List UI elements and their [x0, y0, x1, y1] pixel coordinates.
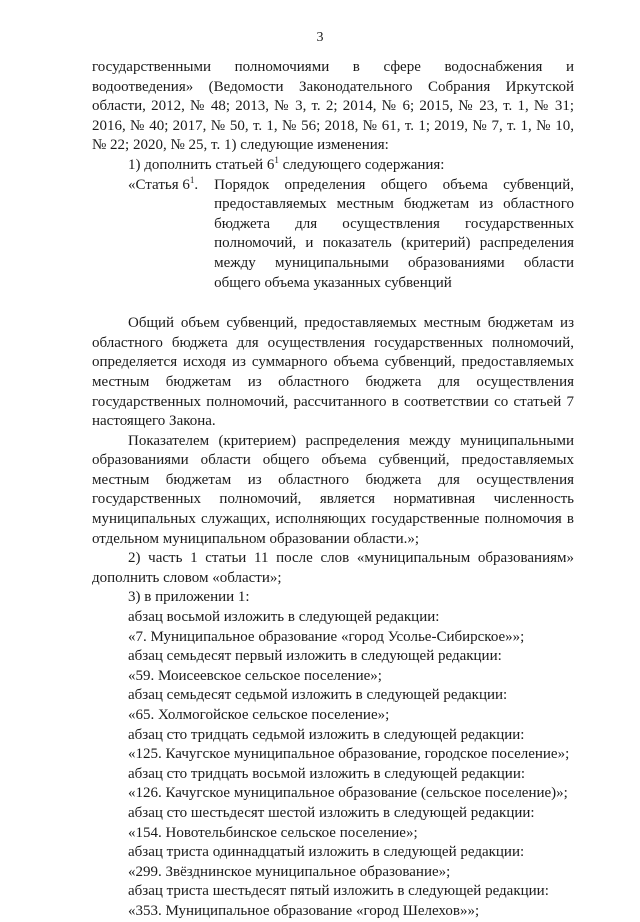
amendment-line: «65. Холмогойское сельское поселение»; — [128, 707, 390, 723]
article-label — [128, 176, 204, 294]
item-1-text-end: следующего содержания: — [278, 156, 445, 173]
spacer — [92, 293, 574, 314]
amendment-line: «126. Качугское муниципальное образование (сельское поселение)»; — [128, 785, 568, 802]
amendment-line: абзац семьдесят первый изложить в следующей редакции: — [128, 648, 502, 665]
amendment-item-2: 2) часть 1 статьи 11 после слов «муниципальным образованиям» дополнить словом «области»; — [92, 550, 574, 586]
intro-paragraph: государственными полномочиями в сфере водоснабжения и водоотведения» (Ведомости Законодательного Собрания Иркутской области, 2012, № 48; 2013, № 3, т. 2; 2014, № 6; 2015, № 23, т. 1, № 31; 2016, № 40; 2017, № 50, т. 1, № 56; 2018, № 61, т. 1; 2019, № 7, т. 1, № 10, № 22; 2020, № 25, т. 1) следующие изменения: — [92, 59, 574, 154]
page-number: 3 — [316, 30, 324, 45]
amendment-line: абзац сто шестьдесят шестой изложить в следующей редакции: — [128, 804, 535, 821]
amendment-line: «299. Звёзднинское муниципальное образование»; — [128, 863, 451, 880]
amendment-line: абзац триста одиннадцатый изложить в следующей редакции: — [128, 844, 525, 861]
amendment-line: «59. Моисеевское сельское поселение»; — [128, 667, 382, 684]
amendment-line: «353. Муниципальное образование «город Шелехов»»; — [128, 902, 480, 919]
document-body — [92, 58, 574, 922]
amendment-line: абзац сто тридцать восьмой изложить в следующей редакции: — [128, 765, 526, 782]
article-heading — [92, 176, 574, 294]
article-label-text: «Статья 6 — [128, 176, 190, 193]
amendment-item-1 — [92, 156, 574, 176]
appendix-amendments-list — [92, 608, 574, 922]
article-paragraph-2: Показателем (критерием) распределения между муниципальными образованиями области общего объема субвенций, предоставляемых местным бюджетам из областного бюджета для осуществления государственных полномочий, является нормативная численность муниципальных служащих, исполняющих государственные полномочия в отдельном муниципальном образовании области.»; — [92, 432, 574, 547]
article-title: Порядок определения общего объема субвенций, предоставляемых местным бюджетам из областного бюджета для осуществления государственных полномочий, и показатель (критерий) распределения между муниципальными образованиями области общего объема указанных субвенций — [214, 176, 574, 291]
article-paragraph-1: Общий объем субвенций, предоставляемых местным бюджетам из областного бюджета для осуществления государственных полномочий, определяется исходя из суммарного объема субвенций, предоставляемых местным бюджетам из областного бюджета для осуществления государственных полномочий, рассчитанного в соответствии со статьей 7 настоящего Закона. — [92, 315, 574, 430]
amendment-line: «125. Качугское муниципальное образование, городское поселение»; — [128, 746, 570, 763]
item-1-superscript: 1 — [274, 154, 279, 165]
article-label-superscript: 1 — [189, 174, 195, 185]
amendment-line: «7. Муниципальное образование «город Усолье-Сибирское»»; — [128, 628, 525, 645]
item-1-text: 1) дополнить статьей 6 — [128, 156, 275, 173]
article-label-period: . — [194, 176, 199, 193]
amendment-item-3: 3) в приложении 1: — [128, 589, 250, 606]
amendment-line: абзац семьдесят седьмой изложить в следующей редакции: — [128, 687, 508, 704]
amendment-line: «154. Новотельбинское сельское поселение»; — [128, 824, 418, 841]
amendment-line: абзац триста шестьдесят пятый изложить в следующей редакции: — [128, 883, 549, 900]
amendment-line: абзац сто тридцать седьмой изложить в следующей редакции: — [128, 726, 525, 743]
amendment-line: абзац восьмой изложить в следующей редакции: — [128, 609, 440, 626]
